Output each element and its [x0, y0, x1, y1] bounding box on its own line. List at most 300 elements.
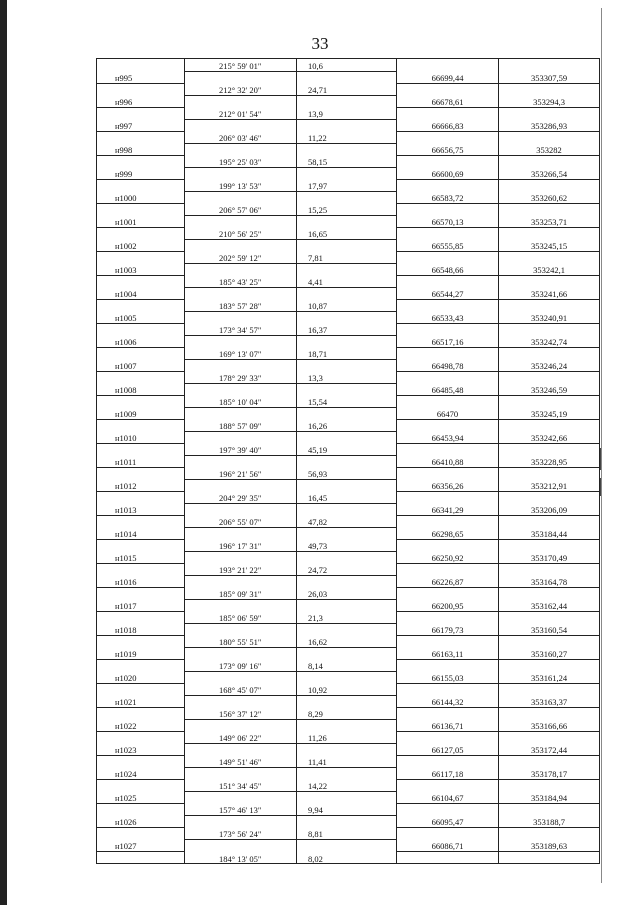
distance-cell: 13,9: [297, 107, 397, 119]
x-coordinate-cell: 66678,61: [397, 95, 499, 107]
point-row: [97, 599, 600, 611]
segment-row: [97, 707, 600, 719]
empty-cell: [297, 479, 397, 491]
direction-angle-cell: 210° 56' 25": [185, 227, 297, 239]
direction-angle-cell: 196° 17' 31": [185, 539, 297, 551]
empty-cell: [499, 83, 600, 95]
empty-cell: [397, 107, 499, 119]
direction-angle-cell: 199° 13' 53": [185, 179, 297, 191]
direction-angle-cell: 169° 13' 07": [185, 347, 297, 359]
empty-cell: [499, 443, 600, 455]
empty-cell: [397, 59, 499, 72]
x-coordinate-cell: 66155,03: [397, 671, 499, 683]
distance-cell: 47,82: [297, 515, 397, 527]
segment-row: [97, 299, 600, 311]
x-coordinate-cell: 66570,13: [397, 215, 499, 227]
empty-cell: [297, 647, 397, 659]
x-coordinate-cell: 66226,87: [397, 575, 499, 587]
empty-cell: [397, 227, 499, 239]
x-coordinate-cell: 66470: [397, 407, 499, 419]
empty-cell: [397, 155, 499, 167]
empty-cell: [499, 683, 600, 695]
distance-cell: 11,41: [297, 755, 397, 767]
empty-cell: [499, 179, 600, 191]
empty-cell: [397, 275, 499, 287]
empty-cell: [397, 299, 499, 311]
empty-cell: [397, 251, 499, 263]
distance-cell: 14,22: [297, 779, 397, 791]
y-coordinate-cell: 353282: [499, 143, 600, 155]
empty-cell: [185, 695, 297, 707]
point-row: [97, 503, 600, 515]
direction-angle-cell: 193° 21' 22": [185, 563, 297, 575]
point-name-cell: н1012: [97, 479, 185, 491]
empty-cell: [185, 119, 297, 131]
distance-cell: 21,3: [297, 611, 397, 623]
x-coordinate-cell: 66356,26: [397, 479, 499, 491]
distance-cell: 16,45: [297, 491, 397, 503]
x-coordinate-cell: 66498,78: [397, 359, 499, 371]
point-name-cell: н1018: [97, 623, 185, 635]
y-coordinate-cell: 353245,15: [499, 239, 600, 251]
empty-cell: [499, 803, 600, 815]
empty-cell: [185, 551, 297, 563]
x-coordinate-cell: 66200,95: [397, 599, 499, 611]
x-coordinate-cell: 66086,71: [397, 839, 499, 851]
distance-cell: 16,37: [297, 323, 397, 335]
point-row: [97, 671, 600, 683]
segment-row: [97, 683, 600, 695]
distance-cell: 24,72: [297, 563, 397, 575]
empty-cell: [397, 83, 499, 95]
empty-cell: [397, 371, 499, 383]
segment-row: [97, 83, 600, 95]
empty-cell: [297, 239, 397, 251]
point-name-cell: н996: [97, 95, 185, 107]
x-coordinate-cell: 66298,65: [397, 527, 499, 539]
point-name-cell: н1002: [97, 239, 185, 251]
empty-cell: [297, 455, 397, 467]
distance-cell: 8,02: [297, 851, 397, 864]
empty-cell: [397, 539, 499, 551]
empty-cell: [97, 371, 185, 383]
x-coordinate-cell: 66341,29: [397, 503, 499, 515]
direction-angle-cell: 157° 46' 13": [185, 803, 297, 815]
x-coordinate-cell: 66666,83: [397, 119, 499, 131]
distance-cell: 16,26: [297, 419, 397, 431]
segment-row: [97, 659, 600, 671]
empty-cell: [297, 743, 397, 755]
empty-cell: [97, 83, 185, 95]
point-name-cell: н1016: [97, 575, 185, 587]
segment-row: [97, 467, 600, 479]
empty-cell: [185, 671, 297, 683]
empty-cell: [499, 491, 600, 503]
empty-cell: [499, 539, 600, 551]
direction-angle-cell: 180° 55' 51": [185, 635, 297, 647]
empty-cell: [97, 587, 185, 599]
y-coordinate-cell: 353242,74: [499, 335, 600, 347]
empty-cell: [185, 503, 297, 515]
distance-cell: 58,15: [297, 155, 397, 167]
y-coordinate-cell: 353240,91: [499, 311, 600, 323]
empty-cell: [185, 215, 297, 227]
empty-cell: [397, 179, 499, 191]
direction-angle-cell: 185° 43' 25": [185, 275, 297, 287]
empty-cell: [297, 599, 397, 611]
point-name-cell: н1000: [97, 191, 185, 203]
segment-row: [97, 347, 600, 359]
empty-cell: [499, 203, 600, 215]
point-row: [97, 239, 600, 251]
point-name-cell: н1006: [97, 335, 185, 347]
distance-cell: 4,41: [297, 275, 397, 287]
point-row: [97, 839, 600, 851]
y-coordinate-cell: 353172,44: [499, 743, 600, 755]
empty-cell: [97, 755, 185, 767]
point-row: [97, 215, 600, 227]
empty-cell: [499, 563, 600, 575]
direction-angle-cell: 215° 59' 01": [185, 59, 297, 72]
empty-cell: [499, 155, 600, 167]
segment-row: [97, 59, 600, 72]
direction-angle-cell: 195° 25' 03": [185, 155, 297, 167]
empty-cell: [397, 683, 499, 695]
segment-row: [97, 611, 600, 623]
y-coordinate-cell: 353294,3: [499, 95, 600, 107]
empty-cell: [185, 575, 297, 587]
point-row: [97, 623, 600, 635]
empty-cell: [185, 791, 297, 803]
empty-cell: [297, 119, 397, 131]
empty-cell: [185, 359, 297, 371]
direction-angle-cell: 185° 06' 59": [185, 611, 297, 623]
empty-cell: [185, 431, 297, 443]
direction-angle-cell: 156° 37' 12": [185, 707, 297, 719]
empty-cell: [297, 143, 397, 155]
scan-edge-bar: [0, 0, 7, 905]
empty-cell: [397, 659, 499, 671]
distance-cell: 10,92: [297, 683, 397, 695]
empty-cell: [297, 695, 397, 707]
point-row: [97, 383, 600, 395]
direction-angle-cell: 206° 55' 07": [185, 515, 297, 527]
point-row: [97, 119, 600, 131]
x-coordinate-cell: 66656,75: [397, 143, 499, 155]
point-row: [97, 527, 600, 539]
direction-angle-cell: 183° 57' 28": [185, 299, 297, 311]
empty-cell: [97, 59, 185, 72]
empty-cell: [185, 527, 297, 539]
direction-angle-cell: 168° 45' 07": [185, 683, 297, 695]
empty-cell: [185, 95, 297, 107]
empty-cell: [499, 323, 600, 335]
distance-cell: 10,87: [297, 299, 397, 311]
empty-cell: [297, 551, 397, 563]
point-row: [97, 455, 600, 467]
point-name-cell: н1026: [97, 815, 185, 827]
point-name-cell: н1025: [97, 791, 185, 803]
empty-cell: [97, 251, 185, 263]
empty-cell: [97, 731, 185, 743]
segment-row: [97, 179, 600, 191]
point-row: [97, 263, 600, 275]
segment-row: [97, 203, 600, 215]
empty-cell: [297, 575, 397, 587]
empty-cell: [297, 191, 397, 203]
point-row: [97, 575, 600, 587]
y-coordinate-cell: 353260,62: [499, 191, 600, 203]
point-name-cell: н1027: [97, 839, 185, 851]
point-name-cell: н1001: [97, 215, 185, 227]
point-name-cell: н1013: [97, 503, 185, 515]
direction-angle-cell: 206° 57' 06": [185, 203, 297, 215]
direction-angle-cell: 149° 51' 46": [185, 755, 297, 767]
scan-edge-line: [601, 8, 602, 883]
empty-cell: [499, 299, 600, 311]
y-coordinate-cell: 353166,66: [499, 719, 600, 731]
empty-cell: [97, 275, 185, 287]
empty-cell: [499, 131, 600, 143]
empty-cell: [185, 815, 297, 827]
empty-cell: [499, 515, 600, 527]
point-name-cell: н1007: [97, 359, 185, 371]
point-row: [97, 407, 600, 419]
empty-cell: [185, 143, 297, 155]
empty-cell: [297, 671, 397, 683]
distance-cell: 16,65: [297, 227, 397, 239]
empty-cell: [185, 623, 297, 635]
empty-cell: [397, 467, 499, 479]
distance-cell: 11,26: [297, 731, 397, 743]
point-row: [97, 743, 600, 755]
empty-cell: [499, 107, 600, 119]
x-coordinate-cell: 66485,48: [397, 383, 499, 395]
empty-cell: [499, 395, 600, 407]
empty-cell: [397, 347, 499, 359]
point-row: [97, 791, 600, 803]
empty-cell: [185, 599, 297, 611]
point-row: [97, 143, 600, 155]
direction-angle-cell: 185° 10' 04": [185, 395, 297, 407]
x-coordinate-cell: 66699,44: [397, 71, 499, 83]
direction-angle-cell: 212° 01' 54": [185, 107, 297, 119]
segment-row: [97, 851, 600, 864]
empty-cell: [499, 851, 600, 864]
distance-cell: 49,73: [297, 539, 397, 551]
empty-cell: [185, 647, 297, 659]
y-coordinate-cell: 353246,59: [499, 383, 600, 395]
y-coordinate-cell: 353228,95: [499, 455, 600, 467]
segment-row: [97, 635, 600, 647]
y-coordinate-cell: 353163,37: [499, 695, 600, 707]
distance-cell: 15,25: [297, 203, 397, 215]
empty-cell: [185, 767, 297, 779]
point-row: [97, 479, 600, 491]
segment-row: [97, 779, 600, 791]
segment-row: [97, 131, 600, 143]
empty-cell: [397, 131, 499, 143]
empty-cell: [397, 803, 499, 815]
direction-angle-cell: 206° 03' 46": [185, 131, 297, 143]
empty-cell: [97, 659, 185, 671]
empty-cell: [297, 407, 397, 419]
point-name-cell: н1019: [97, 647, 185, 659]
empty-cell: [499, 419, 600, 431]
empty-cell: [499, 251, 600, 263]
empty-cell: [97, 467, 185, 479]
x-coordinate-cell: 66127,05: [397, 743, 499, 755]
y-coordinate-cell: 353161,24: [499, 671, 600, 683]
point-row: [97, 815, 600, 827]
empty-cell: [499, 347, 600, 359]
x-coordinate-cell: 66144,32: [397, 695, 499, 707]
segment-row: [97, 755, 600, 767]
empty-cell: [397, 779, 499, 791]
coordinates-table: [96, 58, 600, 864]
empty-cell: [297, 527, 397, 539]
segment-row: [97, 395, 600, 407]
x-coordinate-cell: 66453,94: [397, 431, 499, 443]
segment-row: [97, 587, 600, 599]
distance-cell: 18,71: [297, 347, 397, 359]
point-name-cell: н1024: [97, 767, 185, 779]
distance-cell: 26,03: [297, 587, 397, 599]
empty-cell: [97, 347, 185, 359]
direction-angle-cell: 212° 32' 20": [185, 83, 297, 95]
empty-cell: [185, 191, 297, 203]
empty-cell: [97, 179, 185, 191]
empty-cell: [499, 731, 600, 743]
empty-cell: [297, 719, 397, 731]
empty-cell: [297, 263, 397, 275]
direction-angle-cell: 197° 39' 40": [185, 443, 297, 455]
empty-cell: [185, 455, 297, 467]
point-name-cell: н998: [97, 143, 185, 155]
distance-cell: 17,97: [297, 179, 397, 191]
distance-cell: 11,22: [297, 131, 397, 143]
point-row: [97, 95, 600, 107]
empty-cell: [185, 167, 297, 179]
x-coordinate-cell: 66548,66: [397, 263, 499, 275]
empty-cell: [499, 59, 600, 72]
point-name-cell: н1014: [97, 527, 185, 539]
direction-angle-cell: 173° 34' 57": [185, 323, 297, 335]
segment-row: [97, 827, 600, 839]
empty-cell: [499, 827, 600, 839]
segment-row: [97, 371, 600, 383]
empty-cell: [97, 323, 185, 335]
x-coordinate-cell: 66517,16: [397, 335, 499, 347]
point-name-cell: н1008: [97, 383, 185, 395]
empty-cell: [97, 707, 185, 719]
empty-cell: [397, 755, 499, 767]
empty-cell: [297, 215, 397, 227]
empty-cell: [185, 311, 297, 323]
empty-cell: [185, 839, 297, 851]
y-coordinate-cell: 353246,24: [499, 359, 600, 371]
empty-cell: [297, 311, 397, 323]
distance-cell: 56,93: [297, 467, 397, 479]
distance-cell: 10,6: [297, 59, 397, 72]
direction-angle-cell: 185° 09' 31": [185, 587, 297, 599]
x-coordinate-cell: 66104,67: [397, 791, 499, 803]
x-coordinate-cell: 66533,43: [397, 311, 499, 323]
empty-cell: [297, 503, 397, 515]
empty-cell: [185, 287, 297, 299]
y-coordinate-cell: 353178,17: [499, 767, 600, 779]
empty-cell: [97, 491, 185, 503]
point-name-cell: н1023: [97, 743, 185, 755]
empty-cell: [397, 491, 499, 503]
empty-cell: [97, 419, 185, 431]
x-coordinate-cell: 66250,92: [397, 551, 499, 563]
point-name-cell: н999: [97, 167, 185, 179]
x-coordinate-cell: 66583,72: [397, 191, 499, 203]
x-coordinate-cell: 66117,18: [397, 767, 499, 779]
point-row: [97, 359, 600, 371]
point-name-cell: н1005: [97, 311, 185, 323]
y-coordinate-cell: 353164,78: [499, 575, 600, 587]
direction-angle-cell: 173° 09' 16": [185, 659, 297, 671]
point-row: [97, 287, 600, 299]
x-coordinate-cell: 66179,73: [397, 623, 499, 635]
empty-cell: [97, 539, 185, 551]
point-name-cell: н1017: [97, 599, 185, 611]
point-row: [97, 71, 600, 83]
point-name-cell: н1010: [97, 431, 185, 443]
empty-cell: [97, 803, 185, 815]
segment-row: [97, 419, 600, 431]
y-coordinate-cell: 353206,09: [499, 503, 600, 515]
y-coordinate-cell: 353188,7: [499, 815, 600, 827]
point-name-cell: н1003: [97, 263, 185, 275]
empty-cell: [297, 71, 397, 83]
y-coordinate-cell: 353162,44: [499, 599, 600, 611]
empty-cell: [297, 431, 397, 443]
empty-cell: [185, 719, 297, 731]
empty-cell: [499, 275, 600, 287]
distance-cell: 9,94: [297, 803, 397, 815]
empty-cell: [97, 227, 185, 239]
direction-angle-cell: 151° 34' 45": [185, 779, 297, 791]
direction-angle-cell: 202° 59' 12": [185, 251, 297, 263]
distance-cell: 8,81: [297, 827, 397, 839]
empty-cell: [297, 815, 397, 827]
empty-cell: [97, 131, 185, 143]
y-coordinate-cell: 353189,63: [499, 839, 600, 851]
empty-cell: [97, 299, 185, 311]
direction-angle-cell: 184° 13' 05": [185, 851, 297, 864]
empty-cell: [297, 359, 397, 371]
empty-cell: [297, 839, 397, 851]
empty-cell: [97, 611, 185, 623]
direction-angle-cell: 188° 57' 09": [185, 419, 297, 431]
distance-cell: 45,19: [297, 443, 397, 455]
empty-cell: [499, 779, 600, 791]
empty-cell: [499, 587, 600, 599]
empty-cell: [185, 335, 297, 347]
segment-row: [97, 275, 600, 287]
y-coordinate-cell: 353184,94: [499, 791, 600, 803]
x-coordinate-cell: 66163,11: [397, 647, 499, 659]
empty-cell: [397, 323, 499, 335]
y-coordinate-cell: 353245,19: [499, 407, 600, 419]
empty-cell: [297, 791, 397, 803]
point-row: [97, 551, 600, 563]
page-number: 33: [311, 34, 329, 53]
point-name-cell: н1015: [97, 551, 185, 563]
